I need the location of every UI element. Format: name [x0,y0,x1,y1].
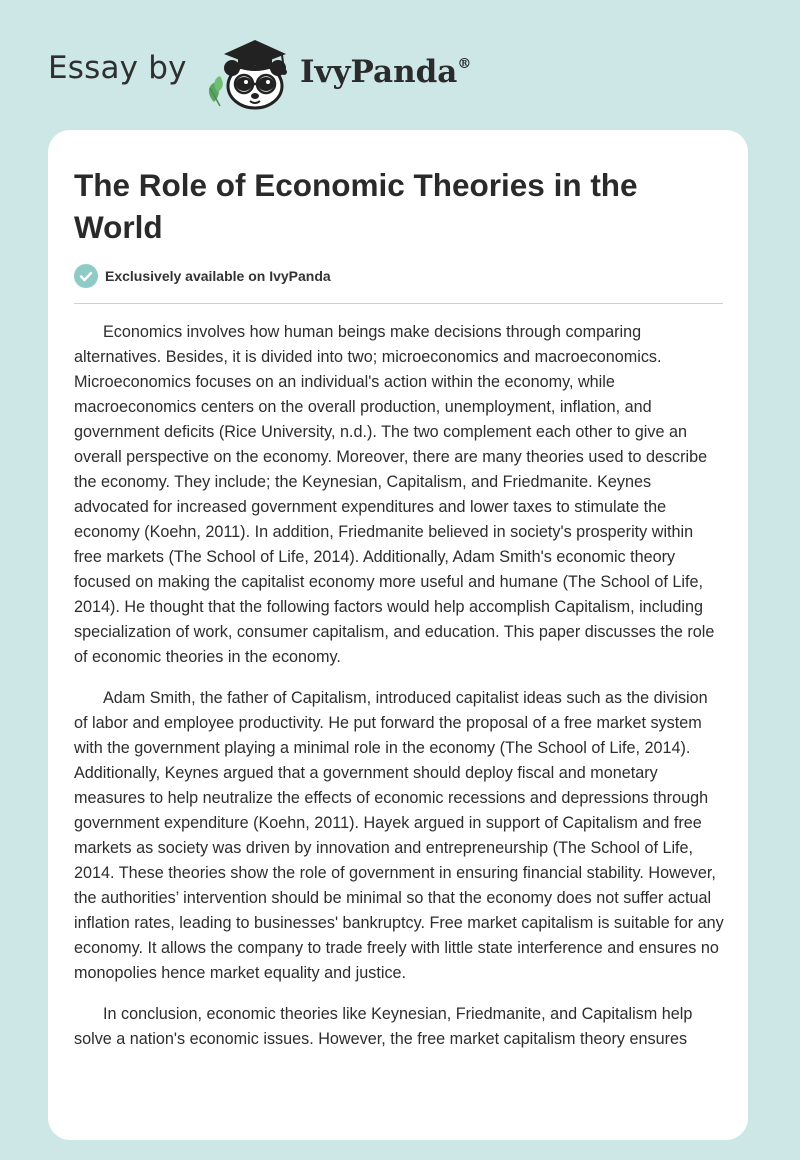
panda-logo-icon [200,32,300,112]
divider [74,303,723,304]
brand-name[interactable] [300,54,471,90]
paragraph: In conclusion, economic theories like Keynesian, Friedmanite, and Capitalism help solve a nation's economic issues. However, the free market capitalism theory ensures [74,1005,693,1048]
brand-name-text: IvyPanda [300,54,458,90]
essay-by-label: Essay by [48,50,187,86]
registered-mark: ® [457,56,472,72]
essay-title: The Role of Economic Theories in the World [74,167,638,245]
essay-card [48,130,748,1140]
exclusive-label: Exclusively available on IvyPanda [105,268,331,284]
site-header [48,32,548,112]
paragraph: Adam Smith, the father of Capitalism, introduced capitalist ideas such as the division of labor and employee productivity. He put forward the proposal of a free market system with the government playing a minimal role in the economy (The School of Life, 2014). Additionally, Keynes argued that a government should deploy fiscal and monetary measures to help neutralize the effects of economic recessions and depressions through government expenditure (Koehn, 2011). Hayek argued in support of Capitalism and free markets as society was driven by innovation and entrepreneurship (The School of Life, 2014. These theories show the role of government in ensuring financial stability. However, the authorities’ intervention should be minimal so that the economy does not suffer actual inflation rates, leading to businesses' bankruptcy. Free market capitalism is suitable for any economy. It allows the company to trade freely with little state interference and ensures no monopolies hence market equality and justice. [74,689,724,982]
check-circle-icon [74,264,98,288]
panda-graduate-logo[interactable] [200,32,300,112]
essay-body [74,320,724,1068]
exclusive-badge [74,264,331,288]
paragraph: Economics involves how human beings make decisions through comparing alternatives. Besides, it is divided into two; microeconomics and macroeconomics. Microeconomics focuses on an individual's action within the economy, while macroeconomics centers on the overall production, unemployment, inflation, and government deficits (Rice University, n.d.). The two complement each other to give an overall perspective on the economy. Moreover, there are many theories used to describe the economy. They include; the Keynesian, Capitalism, and Friedmanite. Keynes advocated for increased government expenditures and lower taxes to stimulate the economy (Koehn, 2011). In addition, Friedmanite believed in society's prosperity within free markets (The School of Life, 2014). Additionally, Adam Smith's economic theory focused on making the capitalist economy more useful and humane (The School of Life, 2014). He thought that the following factors would help accomplish Capitalism, including specialization of work, consumer capitalism, and education. This paper discusses the role of economic theories in the economy. [74,323,715,666]
